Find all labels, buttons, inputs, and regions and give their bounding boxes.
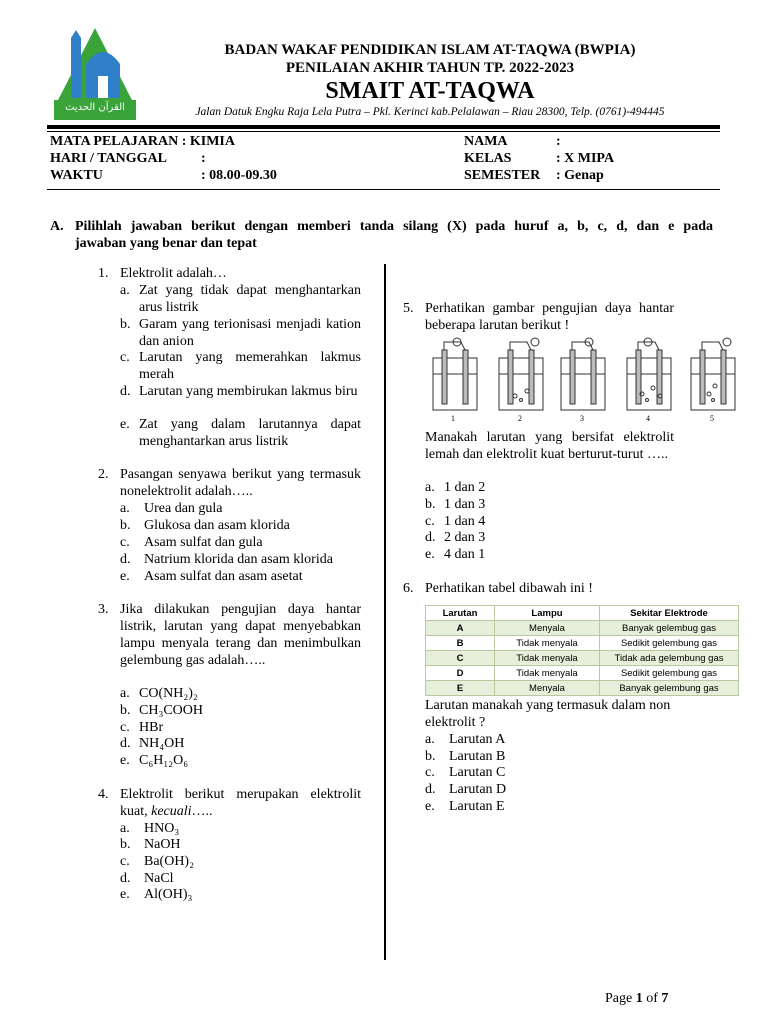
figure-label-1: 1 [451, 414, 455, 423]
figure-label-3: 3 [580, 414, 584, 423]
q5-option-e[interactable]: 4 dan 1 [444, 547, 486, 562]
q3-option-c-letter: c. [120, 720, 130, 735]
q3-option-d[interactable]: NH₄OH [139, 736, 185, 751]
table-cell: Menyala [495, 681, 600, 696]
class-value: : X MIPA [556, 151, 615, 166]
q5-option-d[interactable]: 2 dan 3 [444, 530, 486, 545]
header-rule-thick [47, 125, 720, 129]
q4-option-d-letter: d. [120, 871, 131, 886]
q1-option-e-letter: e. [120, 417, 130, 432]
table-cell: Banyak gelembug gas [600, 621, 739, 636]
q6-option-a[interactable]: Larutan A [449, 732, 506, 747]
school-address: Jalan Datuk Engku Raja Lela Putra – Pkl. Kerinci kab.Pelalawan – Riau 28300, Telp. (0761)-494445 [195, 106, 665, 118]
table-cell: Sedikit gelembung gas [600, 636, 739, 651]
info-rule [47, 189, 720, 190]
q3-option-b-letter: b. [120, 703, 131, 718]
conductivity-apparatus-icon [427, 336, 745, 428]
q5-number: 5. [403, 301, 414, 316]
q3-option-d-letter: d. [120, 736, 131, 751]
table-header: Lampu [495, 606, 600, 621]
q2-option-e-letter: e. [120, 569, 130, 584]
q4-option-c-letter: c. [120, 854, 130, 869]
table-cell: C [426, 651, 495, 666]
q1-option-d-letter: d. [120, 384, 131, 399]
q1-option-a[interactable]: Zat yang tidak dapat menghantarkan arus listrik [139, 283, 361, 315]
q2-option-a[interactable]: Urea dan gula [144, 501, 223, 516]
foundation-name: BADAN WAKAF PENDIDIKAN ISLAM AT-TAQWA (BWPIA) [224, 42, 636, 58]
table-cell: Menyala [495, 621, 600, 636]
q1-option-b[interactable]: Garam yang terionisasi menjadi kation dan anion [139, 317, 361, 349]
q2-option-d[interactable]: Natrium klorida dan asam klorida [144, 552, 333, 567]
page-number: Page 1 of 7 [605, 991, 669, 1006]
table-cell: Sedikit gelembung gas [600, 666, 739, 681]
time-value: : 08.00-09.30 [201, 168, 277, 183]
subject-value: : KIMIA [181, 134, 235, 149]
q1-option-c[interactable]: Larutan yang memerahkan lakmus merah [139, 350, 361, 382]
q5-question: Manakah larutan yang bersifat elektrolit lemah dan elektrolit kuat berturut-turut ….. [425, 430, 674, 462]
q6-option-c[interactable]: Larutan C [449, 765, 506, 780]
q6-option-b[interactable]: Larutan B [449, 749, 506, 764]
q4-option-e-letter: e. [120, 887, 130, 902]
q5-option-b[interactable]: 1 dan 3 [444, 497, 486, 512]
exam-name: PENILAIAN AKHIR TAHUN TP. 2022-2023 [285, 60, 575, 76]
q3-option-e-letter: e. [120, 753, 130, 768]
q4-option-d[interactable]: NaCl [144, 871, 174, 886]
q4-option-c[interactable]: Ba(OH)₂ [144, 854, 194, 869]
q3-option-b[interactable]: CH₃COOH [139, 703, 203, 718]
q1-option-d[interactable]: Larutan yang membirukan lakmus biru [139, 384, 358, 399]
day-label: HARI / TANGGAL [50, 151, 167, 166]
q4-option-a[interactable]: HNO₃ [144, 821, 180, 836]
q5-option-c[interactable]: 1 dan 4 [444, 514, 486, 529]
q5-figure [427, 336, 745, 428]
figure-label-5: 5 [710, 414, 714, 423]
q4-option-e[interactable]: Al(OH)₃ [144, 887, 193, 902]
q2-option-e[interactable]: Asam sulfat dan asam asetat [144, 569, 303, 584]
q6-option-d-letter: d. [425, 782, 436, 797]
q6-option-e-letter: e. [425, 799, 435, 814]
q4-option-b[interactable]: NaOH [144, 837, 181, 852]
q4-number: 4. [98, 787, 109, 802]
table-row [426, 636, 739, 651]
table-cell: Tidak menyala [495, 666, 600, 681]
table-header: Sekitar Elektrode [600, 606, 739, 621]
q6-option-d[interactable]: Larutan D [449, 782, 507, 797]
table-cell: Tidak menyala [495, 651, 600, 666]
q5-option-e-letter: e. [425, 547, 435, 562]
q3-number: 3. [98, 602, 109, 617]
logo-caption: القرآن الحديث [65, 102, 125, 113]
q2-option-b-letter: b. [120, 518, 131, 533]
q2-option-d-letter: d. [120, 552, 131, 567]
q1-option-e[interactable]: Zat yang dalam larutannya dapat menghantarkan arus listrik [139, 417, 361, 449]
q1-option-a-letter: a. [120, 283, 130, 298]
table-row [426, 651, 739, 666]
q1-option-b-letter: b. [120, 317, 131, 332]
table-row [426, 681, 739, 696]
column-divider [384, 264, 386, 960]
q4-option-a-letter: a. [120, 821, 130, 836]
table-header-row [426, 606, 739, 621]
q4-stem: Elektrolit berikut merupakan elektrolit kuat, kecuali….. [120, 787, 361, 819]
q2-option-c[interactable]: Asam sulfat dan gula [144, 535, 263, 550]
q5-stem: Perhatikan gambar pengujian daya hantar beberapa larutan berikut ! [425, 301, 674, 333]
q3-option-a[interactable]: CO(NH₂)₂ [139, 686, 198, 701]
figure-label-2: 2 [518, 414, 522, 423]
table-cell: E [426, 681, 495, 696]
q6-table [425, 605, 739, 696]
figure-label-4: 4 [646, 414, 650, 423]
table-cell: B [426, 636, 495, 651]
name-label: NAMA [464, 134, 508, 149]
q3-option-a-letter: a. [120, 686, 130, 701]
table-cell: D [426, 666, 495, 681]
q5-option-d-letter: d. [425, 530, 436, 545]
q2-option-b[interactable]: Glukosa dan asam klorida [144, 518, 290, 533]
q6-option-a-letter: a. [425, 732, 435, 747]
q6-question: Larutan manakah yang termasuk dalam non elektrolit ? [425, 698, 671, 730]
instruction-line1: Pilihlah jawaban berikut dengan memberi tanda silang (X) pada huruf a, b, c, d, dan e pada [75, 219, 713, 234]
semester-value: : Genap [556, 168, 604, 183]
q5-option-a-letter: a. [425, 480, 435, 495]
q2-number: 2. [98, 467, 109, 482]
q2-option-a-letter: a. [120, 501, 130, 516]
q3-stem: Jika dilakukan pengujian daya hantar listrik, larutan yang dapat menyebabkan lampu menyala terang dan menimbulkan gelembung gas adalah….. [120, 602, 361, 668]
q2-option-c-letter: c. [120, 535, 130, 550]
q6-option-e[interactable]: Larutan E [449, 799, 505, 814]
q5-option-a[interactable]: 1 dan 2 [444, 480, 486, 495]
semester-label: SEMESTER [464, 168, 541, 183]
q2-stem: Pasangan senyawa berikut yang termasuk nonelektrolit adalah….. [120, 467, 361, 499]
school-logo [54, 28, 136, 120]
section-letter: A. [50, 219, 64, 234]
q1-stem: Elektrolit adalah… [120, 266, 227, 281]
header-rule-thin [47, 131, 720, 132]
table-header: Larutan [426, 606, 495, 621]
q1-option-c-letter: c. [120, 350, 130, 365]
q6-stem: Perhatikan tabel dibawah ini ! [425, 581, 593, 596]
table-cell: Tidak ada gelembung gas [600, 651, 739, 666]
table-cell: Banyak gelembung gas [600, 681, 739, 696]
class-label: KELAS [464, 151, 512, 166]
table-row [426, 666, 739, 681]
instruction-line2: jawaban yang benar dan tepat [75, 236, 257, 251]
q3-option-e[interactable]: C₆H₁₂O₆ [139, 753, 189, 768]
table-cell: A [426, 621, 495, 636]
school-name: SMAIT AT-TAQWA [325, 78, 535, 104]
q6-option-c-letter: c. [425, 765, 435, 780]
day-value: : [201, 151, 206, 166]
q6-number: 6. [403, 581, 414, 596]
q6-option-b-letter: b. [425, 749, 436, 764]
q5-option-c-letter: c. [425, 514, 435, 529]
time-label: WAKTU [50, 168, 103, 183]
subject-label: MATA PELAJARAN : KIMIA [50, 134, 235, 149]
name-value: : [556, 134, 561, 149]
table-cell: Tidak menyala [495, 636, 600, 651]
q4-option-b-letter: b. [120, 837, 131, 852]
q5-option-b-letter: b. [425, 497, 436, 512]
table-row [426, 621, 739, 636]
q3-option-c[interactable]: HBr [139, 720, 164, 735]
q1-number: 1. [98, 266, 109, 281]
